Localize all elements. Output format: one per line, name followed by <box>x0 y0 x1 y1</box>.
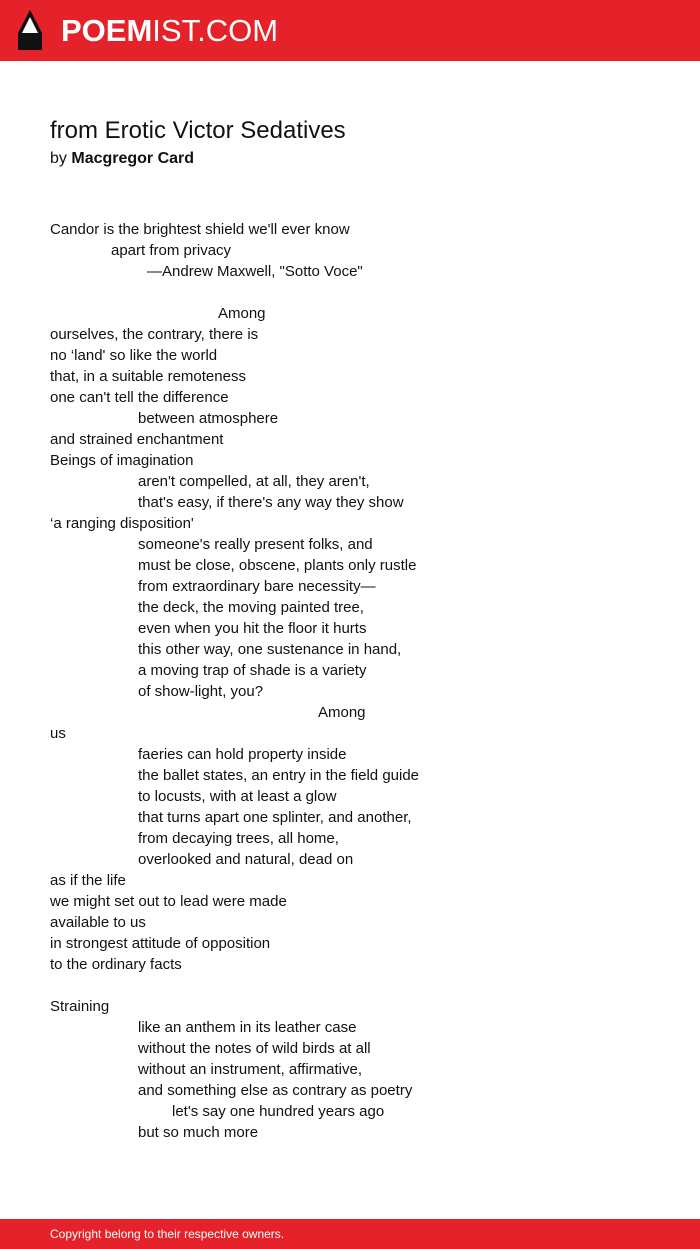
poem-line: and something else as contrary as poetry <box>138 1082 413 1099</box>
poem-line: from extraordinary bare necessity— <box>138 578 376 595</box>
poem-line: must be close, obscene, plants only rustle <box>138 557 417 574</box>
poem-line: between atmosphere <box>138 410 279 427</box>
poem-title: from Erotic Victor Sedatives <box>50 117 346 144</box>
poem-line: like an anthem in its leather case <box>138 1019 357 1036</box>
poem-line: that, in a suitable remoteness <box>50 368 246 385</box>
poem-line <box>50 282 670 303</box>
poem-line: without an instrument, affirmative, <box>138 1061 362 1078</box>
site-footer <box>0 1219 700 1249</box>
poem-author: Macgregor Card <box>71 150 195 167</box>
poem-line: that turns apart one splinter, and another, <box>138 809 412 826</box>
site-header <box>0 0 700 61</box>
by-label: by <box>50 150 67 167</box>
poem-line: to locusts, with at least a glow <box>138 788 337 805</box>
poem-line: us <box>50 725 66 742</box>
copyright-text: Copyright belong to their respective owners. <box>50 1227 285 1241</box>
logo-text-bold: POEM <box>61 13 153 48</box>
poem-line: we might set out to lead were made <box>50 893 287 910</box>
poem-body <box>50 219 670 1143</box>
poem-line: but so much more <box>138 1124 259 1141</box>
poem-line: the deck, the moving painted tree, <box>138 599 364 616</box>
poem-line: ‘a ranging disposition' <box>50 515 194 532</box>
poem-line: this other way, one sustenance in hand, <box>138 641 402 658</box>
poem-line: as if the life <box>50 872 126 889</box>
poem-line: without the notes of wild birds at all <box>138 1040 371 1057</box>
poem-line: aren't compelled, at all, they aren't, <box>138 473 370 490</box>
poem-byline <box>50 148 194 170</box>
poem-line <box>50 975 670 996</box>
poem-line: in strongest attitude of opposition <box>50 935 271 952</box>
poem-line: ourselves, the contrary, there is <box>50 326 259 343</box>
poem-line: a moving trap of shade is a variety <box>138 662 367 679</box>
poem-line: from decaying trees, all home, <box>138 830 339 847</box>
poem-line: Candor is the brightest shield we'll ever know <box>50 221 350 238</box>
poem-line: to the ordinary facts <box>50 956 182 973</box>
poem-line: apart from privacy <box>111 242 232 259</box>
site-logo[interactable] <box>61 10 278 52</box>
poem-line: Beings of imagination <box>50 452 194 469</box>
poem-line: Straining <box>50 998 110 1015</box>
pencil-tip-icon <box>17 9 43 51</box>
poem-line: that's easy, if there's any way they show <box>138 494 404 511</box>
poem-line: overlooked and natural, dead on <box>138 851 354 868</box>
poem-line: no ‘land' so like the world <box>50 347 218 364</box>
poem-line: even when you hit the floor it hurts <box>138 620 367 637</box>
logo-text-light: IST.COM <box>152 13 279 48</box>
poem-line: the ballet states, an entry in the field guide <box>138 767 420 784</box>
poem-line: let's say one hundred years ago <box>172 1103 385 1120</box>
poem-line: Among <box>218 305 266 322</box>
poem-line: and strained enchantment <box>50 431 224 448</box>
poem-line: someone's really present folks, and <box>138 536 373 553</box>
poem-line: of show-light, you? <box>138 683 264 700</box>
poem-line: available to us <box>50 914 146 931</box>
poem-line: Among <box>318 704 366 721</box>
poem-line: one can't tell the difference <box>50 389 229 406</box>
poem-line: faeries can hold property inside <box>138 746 347 763</box>
poem-line: —Andrew Maxwell, "Sotto Voce" <box>147 263 363 280</box>
